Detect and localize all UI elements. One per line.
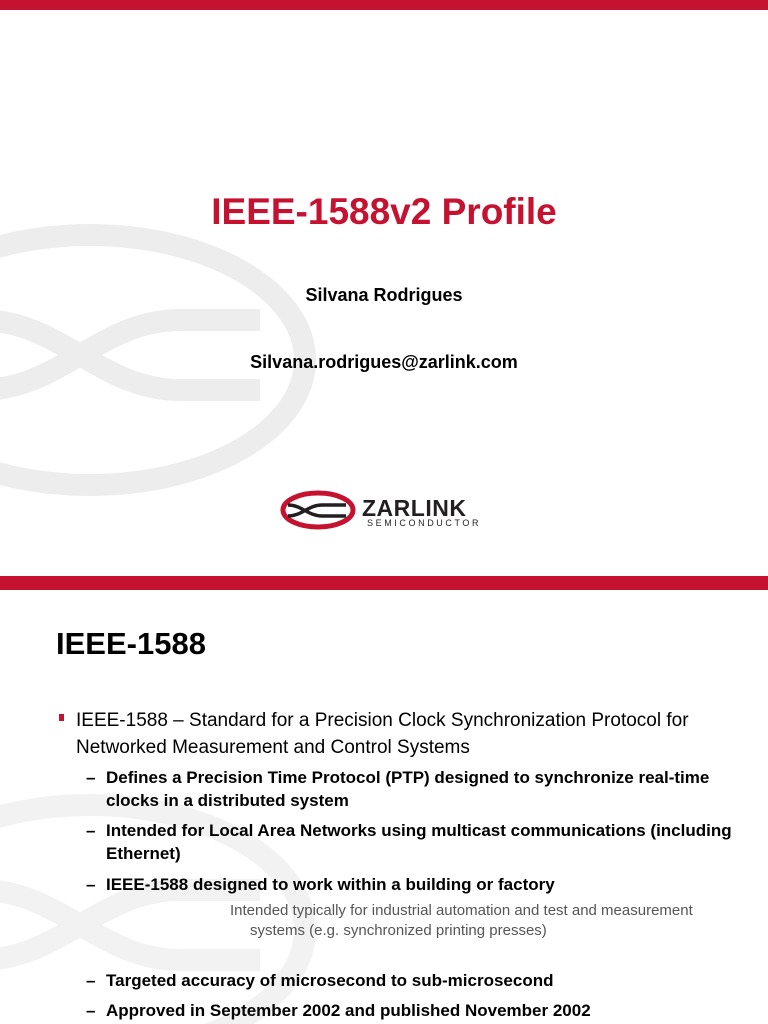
zarlink-logo (280, 486, 480, 536)
sub-bullet: Intended for Local Area Networks using multicast communications (including Ethernet) (106, 821, 732, 863)
logo-wordmark: ZARLINK (362, 495, 467, 521)
zarlink-logo-icon (280, 488, 358, 532)
author-email: Silvana.rodrigues@zarlink.com (250, 352, 518, 372)
author-name: Silvana Rodrigues (305, 285, 463, 305)
bullet-marker (59, 714, 64, 721)
sub-sub-note: Intended typically for industrial automation and test and measurement systems (e.g. synchronized printing presses) (230, 902, 693, 939)
main-bullet: IEEE-1588 – Standard for a Precision Clock Synchronization Protocol for Networked Measurement and Control Systems (76, 710, 689, 758)
slide-title: IEEE-1588v2 Profile (211, 191, 557, 232)
sub-bullet: IEEE-1588 designed to work within a building or factory (106, 875, 555, 894)
dash-marker: – (86, 1001, 96, 1020)
dash-marker: – (86, 971, 96, 990)
dash-marker: – (86, 821, 96, 840)
dash-marker: – (86, 768, 96, 787)
dash-marker: – (86, 875, 96, 894)
slide-divider-bar (0, 576, 768, 590)
sub-bullet: Defines a Precision Time Protocol (PTP) designed to synchronize real-time clocks in a distributed system (106, 768, 710, 810)
sub-bullet: Targeted accuracy of microsecond to sub-microsecond (106, 971, 554, 990)
content-slide (0, 590, 768, 1024)
sub-bullet: Approved in September 2002 and published November 2002 (106, 1001, 591, 1020)
slide-title: IEEE-1588 (56, 626, 206, 661)
logo-subtitle: SEMICONDUCTOR (367, 518, 482, 528)
